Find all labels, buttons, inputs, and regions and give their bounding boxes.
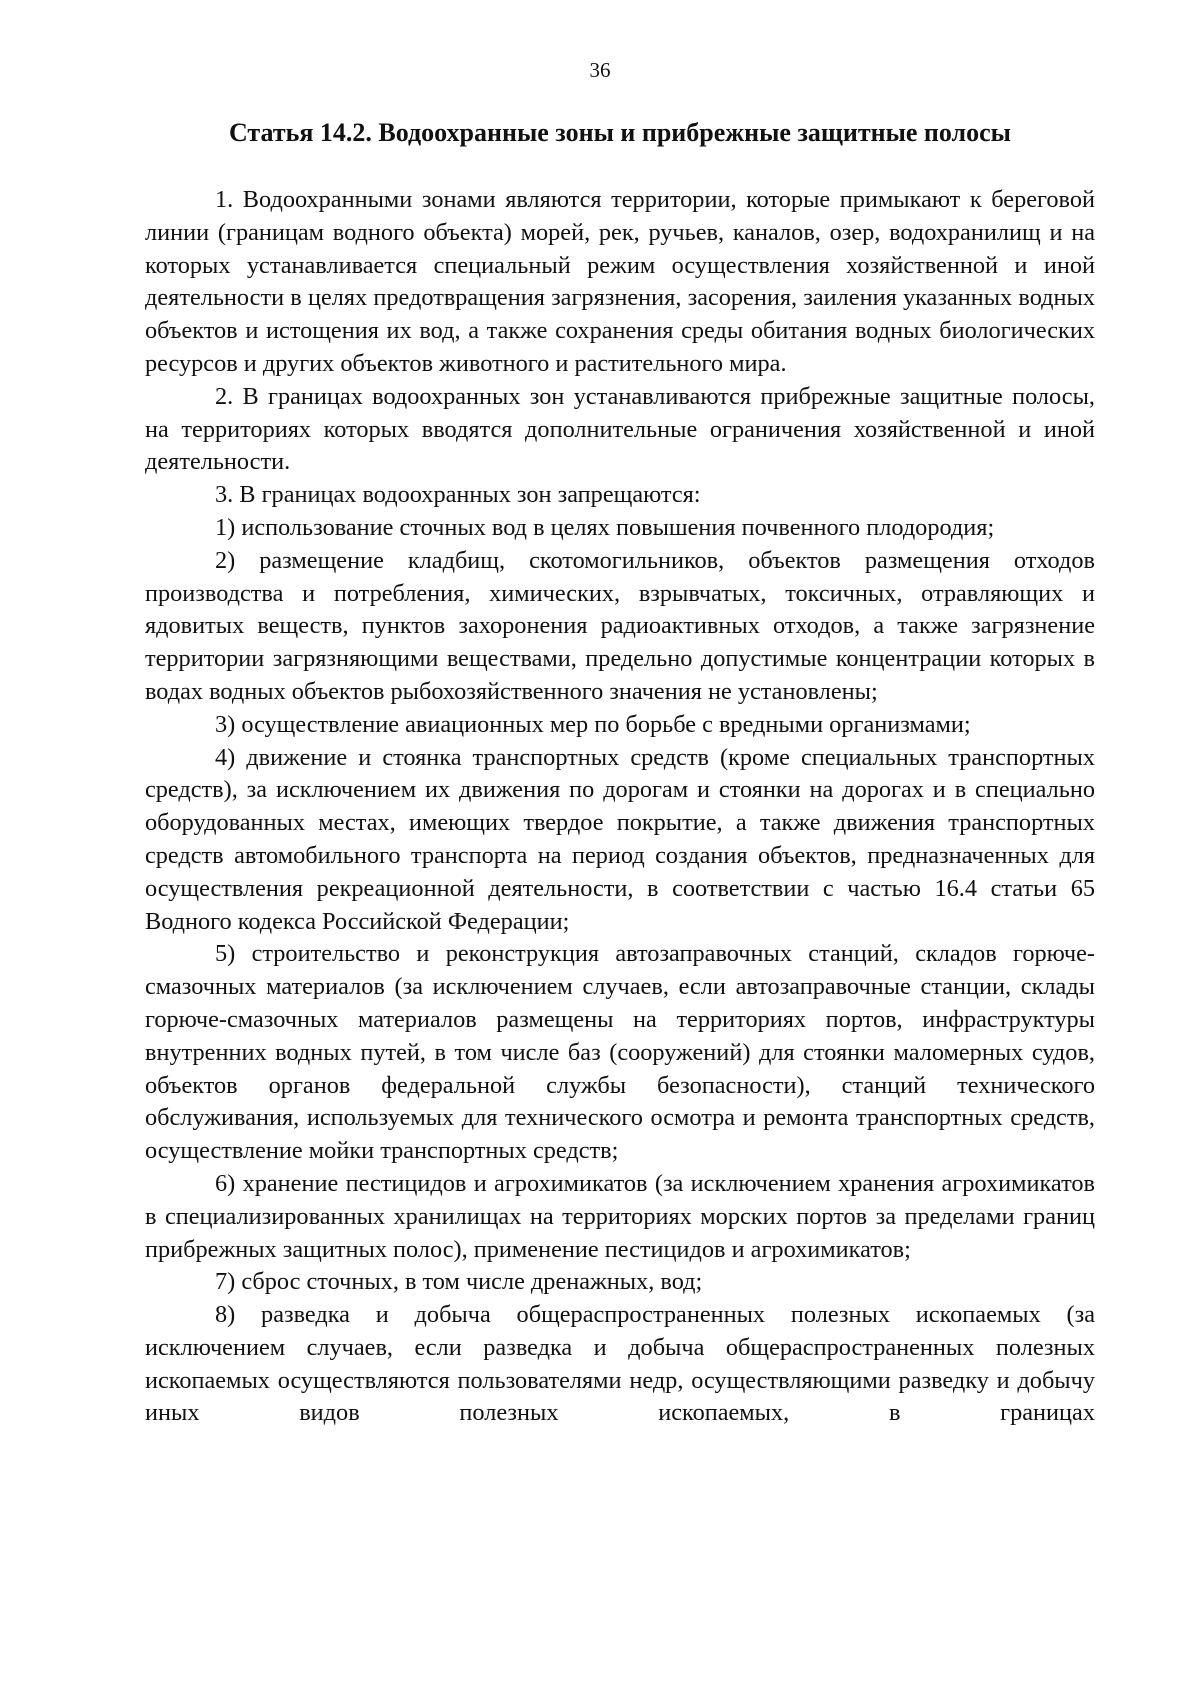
paragraph-1: 1. Водоохранными зонами являются территории, которые примыкают к береговой линии (границам водного объекта) морей, рек, ручьев, каналов, озер, водохранилищ и на которых устанавливается специальный режим осуществления хозяйственной и иной деятельности в целях предотвращения загрязнения, засорения, заиления указанных водных объектов и истощения их вод, а также сохранения среды обитания водных биологических ресурсов и других объектов животного и растительного мира. xyxy=(145,186,1095,377)
list-item-8: 8) разведка и добыча общераспространенных полезных ископаемых (за исключением случаев, если разведка и добыча общераспространенных полезных ископаемых осуществляются пользователями недр, осуществляющими разведку и добычу иных видов полезных ископаемых, в границах xyxy=(145,1301,1095,1427)
list-item-1: 1) использование сточных вод в целях повышения почвенного плодородия; xyxy=(215,513,995,541)
page-number: 36 xyxy=(589,58,611,82)
list-item-6: 6) хранение пестицидов и агрохимикатов (за исключением хранения агрохимикатов в специализированных хранилищах на территориях морских портов за пределами границ прибрежных защитных полос), применение пестицидов и агрохимикатов; xyxy=(145,1169,1095,1263)
paragraph-2: 2. В границах водоохранных зон устанавливаются прибрежные защитные полосы, на территориях которых вводятся дополнительные ограничения хозяйственной и иной деятельности. xyxy=(145,382,1095,476)
list-item-5: 5) строительство и реконструкция автозаправочных станций, складов горюче-смазочных материалов (за исключением случаев, если автозаправочные станции, склады горюче-смазочных материалов размещены на территориях портов, инфраструктуры внутренних водных путей, в том числе баз (сооружений) для стоянки маломерных судов, объектов органов федеральной службы безопасности), станций технического обслуживания, используемых для технического осмотра и ремонта транспортных средств, осуществление мойки транспортных средств; xyxy=(145,940,1095,1165)
article-body xyxy=(145,184,1095,1430)
list-item-2: 2) размещение кладбищ, скотомогильников, объектов размещения отходов производства и потребления, химических, взрывчатых, токсичных, отравляющих и ядовитых веществ, пунктов захоронения радиоактивных отходов, а также загрязнение территории загрязняющими веществами, предельно допустимые концентрации которых в водах водных объектов рыбохозяйственного значения не установлены; xyxy=(145,546,1095,705)
article-title: Статья 14.2. Водоохранные зоны и прибрежные защитные полосы xyxy=(229,118,1011,147)
list-item-7: 7) сброс сточных, в том числе дренажных, вод; xyxy=(215,1268,703,1296)
list-item-3: 3) осуществление авиационных мер по борьбе с вредными организмами; xyxy=(215,710,971,738)
paragraph-3: 3. В границах водоохранных зон запрещаются: xyxy=(215,481,701,509)
list-item-4: 4) движение и стоянка транспортных средств (кроме специальных транспортных средств), за исключением их движения по дорогам и стоянки на дорогах и в специально оборудованных местах, имеющих твердое покрытие, а также движения транспортных средств автомобильного транспорта на период создания объектов, предназначенных для осуществления рекреационной деятельности, в соответствии с частью 16.4 статьи 65 Водного кодекса Российской Федерации; xyxy=(145,743,1095,935)
